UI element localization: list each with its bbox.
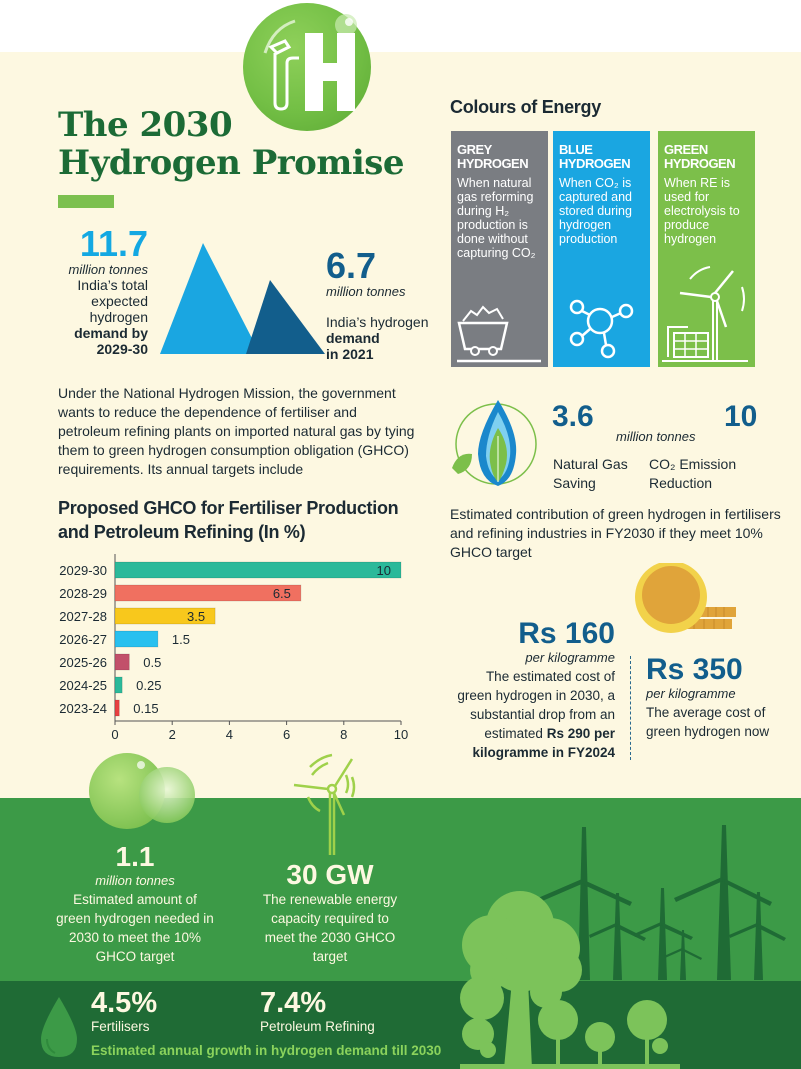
co2-reduction-value: 10 [724, 400, 758, 433]
coin-icon [634, 563, 744, 638]
gas-label-line2: Saving [553, 475, 596, 491]
cost-now-unit: per kilogramme [646, 686, 736, 701]
cost-2030-stat [455, 619, 615, 762]
card-heading-1: BLUE [559, 142, 593, 157]
co2-label-line1: CO₂ Emission [649, 456, 737, 472]
water-drop-icon [35, 993, 85, 1063]
total-demand-unit: million tonnes [68, 262, 148, 277]
current-demand-desc-bold1: demand [326, 330, 380, 346]
mountain-total [160, 243, 260, 354]
co2-label-line2: Reduction [649, 475, 713, 491]
current-demand-desc-plain: India’s hydrogen [326, 314, 429, 330]
green-needed-unit: million tonnes [95, 873, 175, 888]
data-label: 6.5 [272, 586, 291, 601]
bar-2026-27 [115, 631, 158, 647]
green-needed-stat [55, 842, 215, 966]
cost-2030-desc-text: The estimated cost of green hydrogen in 2030, a substantial drop from an estimated [457, 669, 615, 741]
data-label: 10 [376, 563, 391, 578]
gas-saving-value: 3.6 [552, 400, 594, 433]
gas-saving-label [553, 455, 628, 493]
page-title [58, 106, 404, 182]
card-heading-2: HYDROGEN [457, 156, 529, 171]
title-line-1: The 2030 [58, 105, 233, 145]
x-tick-label: 6 [282, 727, 291, 742]
molecule-icon [553, 287, 650, 367]
cost-2030-unit: per kilogramme [525, 650, 615, 665]
header-white-strip [0, 0, 801, 52]
category-label: 2023-24 [59, 701, 107, 716]
demand-mountains-icon [160, 240, 330, 356]
total-demand-stat [40, 223, 148, 357]
card-heading-1: GREY [457, 142, 492, 157]
data-label: 0.5 [143, 655, 162, 670]
category-label: 2025-26 [59, 655, 107, 670]
wind-solar-icon [658, 257, 755, 367]
total-demand-desc-bold1: demand by [74, 325, 148, 341]
card-heading-2: HYDROGEN [664, 156, 736, 171]
card-heading-2: HYDROGEN [559, 156, 631, 171]
cost-now-value: Rs 350 [646, 653, 743, 686]
growth-note: Estimated annual growth in hydrogen demand till 2030 [91, 1043, 442, 1058]
current-demand-desc-bold2: in 2021 [326, 346, 374, 362]
x-tick-label: 2 [168, 727, 176, 742]
total-demand-desc [40, 277, 148, 357]
wind-turbine-icon [290, 747, 370, 857]
card-blue-hydrogen [553, 131, 650, 367]
chart-title: Proposed GHCO for Fertiliser Production and Petroleum Refining (In %) [58, 498, 399, 542]
x-tick-label: 8 [340, 727, 348, 742]
card-desc: When CO₂ is captured and stored during hydrogen production [559, 176, 632, 246]
growth-refining [260, 987, 375, 1035]
card-green-hydrogen [658, 131, 755, 367]
card-desc: When RE is used for electrolysis to produce hydrogen [664, 176, 740, 246]
growth-fertilisers-value: 4.5% [91, 987, 158, 1019]
trees [460, 891, 680, 1069]
x-tick-label: 10 [393, 727, 409, 742]
growth-fertilisers [91, 987, 157, 1035]
re-capacity-value: 30 GW [286, 859, 374, 890]
bar-2029-30 [115, 562, 401, 578]
category-label: 2028-29 [59, 586, 107, 601]
colours-of-energy-title: Colours of Energy [450, 97, 601, 117]
data-label: 3.5 [187, 609, 206, 624]
wind-farm-trees-illustration [420, 780, 801, 1069]
total-demand-desc-plain: India’s total expected hydrogen [77, 277, 148, 325]
card-desc: When natural gas reforming during H₂ production is done without capturing CO₂ [457, 176, 536, 260]
savings-note: Estimated contribution of green hydrogen in fertilisers and refining industries in FY2030 if they meet 10% GHCO target [450, 506, 781, 560]
data-label: 0.15 [133, 701, 159, 716]
x-tick-label: 4 [225, 727, 234, 742]
gas-label-line1: Natural Gas [553, 456, 628, 472]
cost-2030-value: Rs 160 [518, 617, 615, 650]
current-demand-desc [326, 314, 436, 362]
mountain-current [246, 280, 325, 354]
coal-cart-icon [451, 297, 548, 367]
title-underline [58, 195, 114, 208]
data-label: 0.25 [136, 678, 162, 693]
title-line-2: Hydrogen Promise [58, 143, 405, 183]
savings-unit: million tonnes [616, 429, 696, 444]
growth-fertilisers-label: Fertilisers [91, 1019, 150, 1034]
green-needed-value: 1.1 [115, 841, 155, 872]
card-grey-hydrogen [451, 131, 548, 367]
cost-now-desc: The average cost of green hydrogen now [646, 705, 770, 739]
category-label: 2026-27 [59, 632, 107, 647]
intro-paragraph: Under the National Hydrogen Mission, the government wants to reduce the dependence of fertiliser and petroleum refining plants on imported natural gas by tying them to green hydrogen consumption obligation (GHCO) requirements. Its annual targets include [58, 385, 415, 477]
card-heading-1: GREEN [664, 142, 708, 157]
bar-2023-24 [115, 700, 119, 716]
green-needed-desc: Estimated amount of green hydrogen needed in 2030 to meet the 10% GHCO target [56, 892, 214, 964]
flame-leaf-icon [448, 392, 548, 492]
current-demand-unit: million tonnes [326, 284, 406, 299]
total-demand-desc-bold2: 2029-30 [96, 341, 148, 357]
re-capacity-stat [255, 860, 405, 966]
growth-refining-value: 7.4% [260, 987, 327, 1019]
hydrogen-bubbles-icon [85, 745, 205, 835]
bar-2024-25 [115, 677, 122, 693]
cost-2030-desc-bold: Rs 290 per kilogramme in FY2024 [472, 726, 615, 760]
category-label: 2029-30 [59, 563, 107, 578]
ghco-bar-chart [50, 550, 420, 750]
current-demand-stat [326, 245, 436, 362]
re-capacity-desc: The renewable energy capacity required to meet the 2030 GHCO target [262, 892, 398, 964]
current-demand-value: 6.7 [326, 245, 377, 286]
x-tick-label: 0 [111, 727, 119, 742]
category-label: 2024-25 [59, 678, 107, 693]
cost-2030-desc [455, 667, 615, 762]
total-demand-value: 11.7 [79, 223, 148, 264]
data-label: 1.5 [171, 632, 190, 647]
cost-now-stat [646, 655, 796, 741]
growth-refining-label: Petroleum Refining [260, 1019, 375, 1034]
bar-2025-26 [115, 654, 129, 670]
cost-divider [630, 656, 631, 760]
co2-reduction-label [649, 455, 736, 493]
category-label: 2027-28 [59, 609, 107, 624]
